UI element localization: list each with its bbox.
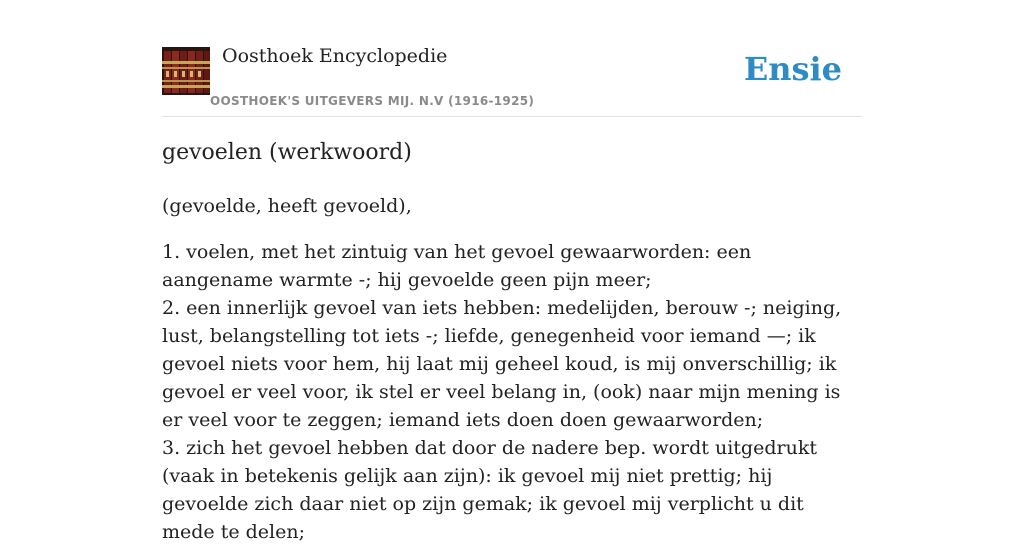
- source-subtitle: OOSTHOEK'S UITGEVERS MIJ. N.V (1916-1925): [210, 94, 535, 108]
- definition-item: 2. een innerlijk gevoel van iets hebben: medelijden, berouw -; neiging, lust, belangstelling tot iets -; liefde, genegenheid voor iemand —; ik gevoel niets voor hem, hij laat mij geheel koud, is mij onverschillig; ik gevoel er veel voor, ik stel er veel belang in, (ook) naar mijn mening is er veel voor te zeggen; iemand iets doen doen gewaarworden;: [162, 297, 842, 431]
- encyclopedia-books-icon: [162, 47, 210, 95]
- source-header: [162, 0, 862, 117]
- page-container: [162, 0, 862, 543]
- definition-item: 3. zich het gevoel hebben dat door de nadere bep. wordt uitgedrukt (vaak in betekenis gelijk aan zijn): ik gevoel mij niet prettig; hij gevoelde zich daar niet op zijn gemak; ik gevoel mij verplicht u dit mede te delen;: [162, 437, 817, 543]
- definition-item: 1. voelen, met het zintuig van het gevoel gewaarworden: een aangename warmte -; hij gevoelde geen pijn meer;: [162, 241, 752, 291]
- source-name[interactable]: Oosthoek Encyclopedie: [222, 45, 448, 67]
- entry-body: [162, 192, 862, 546]
- ensie-logo[interactable]: Ensie: [743, 50, 842, 88]
- entry-forms: (gevoelde, heeft gevoeld),: [162, 195, 412, 217]
- source-avatar[interactable]: [162, 47, 210, 95]
- entry-title: gevoelen (werkwoord): [162, 140, 412, 165]
